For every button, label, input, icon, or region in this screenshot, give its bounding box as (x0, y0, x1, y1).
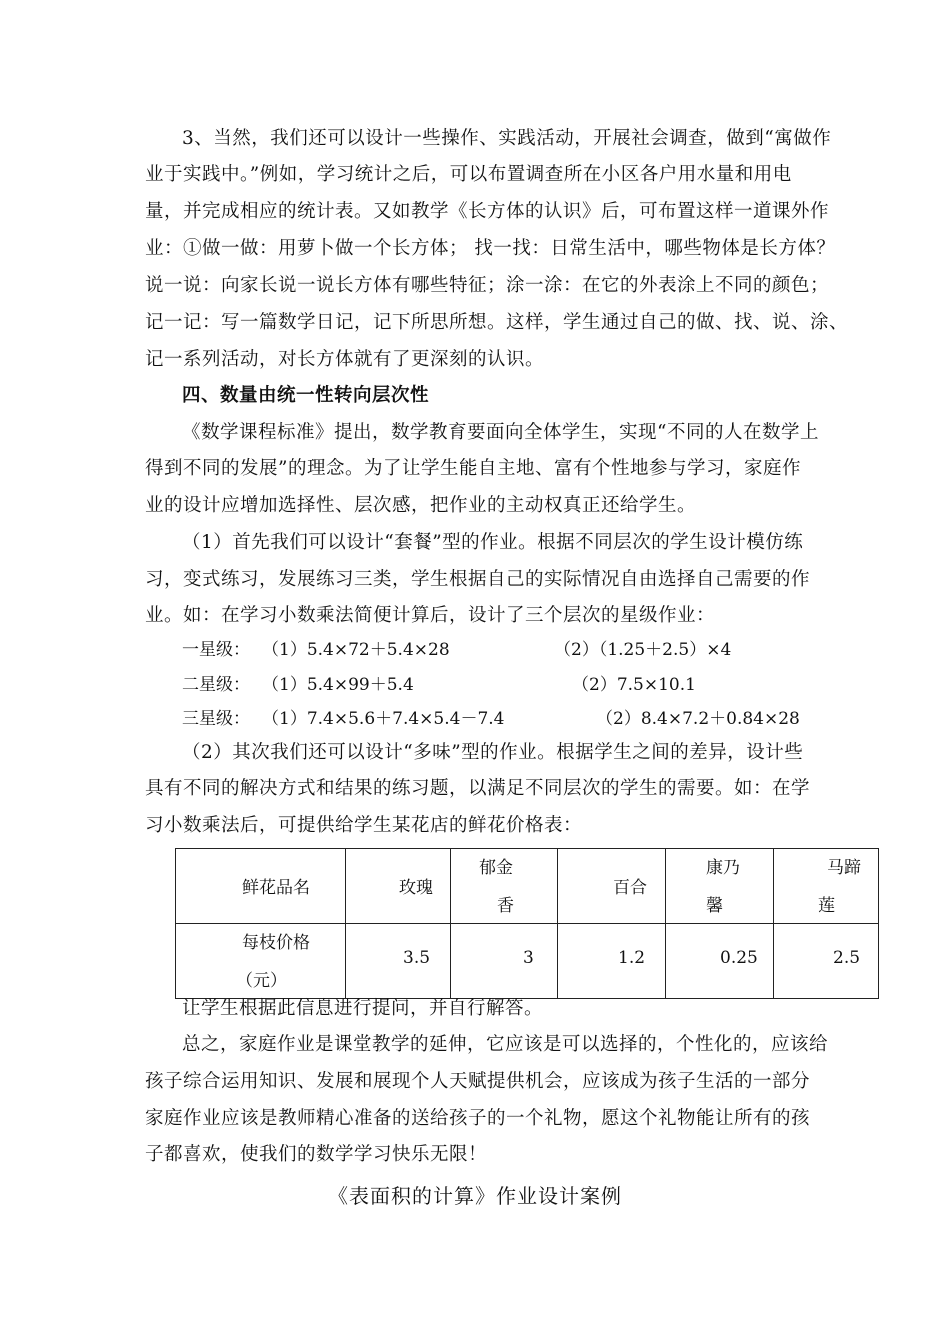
table-header-label: 百合 (613, 878, 647, 898)
table-header-cell (451, 849, 558, 924)
paragraph-line: 得到不同的发展”的理念。为了让学生能自主地、富有个性地参与学习，家庭作 (145, 458, 801, 479)
paragraph-line: 让学生根据此信息进行提问，并自行解答。 (182, 998, 544, 1019)
paragraph-line: 量，并完成相应的统计表。又如教学《长方体的认识》后，可布置这样一道课外作 (145, 201, 830, 222)
exercise-level: 二星级： (182, 675, 250, 695)
exercise-question: （1）5.4×99＋5.4 (262, 675, 414, 695)
section-heading: 四、数量由统一性转向层次性 (182, 385, 430, 406)
table-row (176, 924, 879, 999)
table-header-label: 玫瑰 (399, 878, 433, 898)
exercise-level: 三星级： (182, 709, 250, 729)
paragraph-line: 具有不同的解决方式和结果的练习题，以满足不同层次的学生的需要。如：在学 (145, 778, 811, 799)
exercise-level: 一星级： (182, 640, 250, 660)
exercise-question: （1）7.4×5.6＋7.4×5.4－7.4 (262, 709, 505, 729)
table-row-label: 每枝价格 (242, 933, 310, 953)
paragraph-line: 总之，家庭作业是课堂教学的延伸，它应该是可以选择的，个性化的，应该给 (182, 1034, 829, 1055)
paragraph-line: 业：①做一做：用萝卜做一个长方体； 找一找：日常生活中，哪些物体是长方体？ (145, 238, 836, 259)
paragraph-line: （2）其次我们还可以设计“多味”型的作业。根据学生之间的差异，设计些 (182, 742, 804, 763)
paragraph-line: 子都喜欢，使我们的数学学习快乐无限！ (145, 1144, 488, 1165)
paragraph-line: 《数学课程标准》提出，数学教育要面向全体学生，实现“不同的人在数学上 (182, 422, 819, 443)
paragraph-line: 家庭作业应该是教师精心准备的送给孩子的一个礼物，愿这个礼物能让所有的孩 (145, 1108, 811, 1129)
paragraph-line: 业。如：在学习小数乘法简便计算后，设计了三个层次的星级作业： (145, 605, 716, 626)
paragraph-line: （1）首先我们可以设计“套餐”型的作业。根据不同层次的学生设计模仿练 (182, 532, 804, 553)
table-header-cell (558, 849, 666, 924)
paragraph-line: 记一记：写一篇数学日记，记下所思所想。这样，学生通过自己的做、找、说、涂、 (145, 312, 849, 333)
table-header-label: 康乃 (706, 858, 740, 878)
exercise-question: （2）8.4×7.2＋0.84×28 (596, 709, 800, 729)
table-row-label: （元） (236, 971, 287, 991)
table-header-label: 鲜花品名 (242, 878, 310, 898)
table-row (176, 849, 879, 924)
table-value: 3.5 (403, 948, 431, 968)
table-value: 2.5 (833, 948, 861, 968)
table-value: 1.2 (618, 948, 646, 968)
exercise-question: （1）5.4×72＋5.4×28 (262, 640, 450, 660)
section-title: 《表面积的计算》作业设计案例 (328, 1184, 622, 1208)
table-header-label: 馨 (706, 896, 723, 916)
table-value: 0.25 (720, 948, 758, 968)
paragraph-line: 记一系列活动，对长方体就有了更深刻的认识。 (145, 349, 545, 370)
table-header-label: 莲 (818, 896, 835, 916)
paragraph-line: 业于实践中。”例如，学习统计之后，可以布置调查所在小区各户用水量和用电 (145, 164, 792, 185)
paragraph-line: 习小数乘法后，可提供给学生某花店的鲜花价格表： (145, 815, 583, 836)
table-cell (176, 924, 346, 999)
paragraph-line: 业的设计应增加选择性、层次感，把作业的主动权真正还给学生。 (145, 495, 697, 516)
table-cell (774, 924, 879, 999)
table-header-cell (346, 849, 451, 924)
table-cell (451, 924, 558, 999)
table-header-label: 郁金 (479, 858, 513, 878)
flower-price-table (175, 848, 879, 999)
table-header-label: 马蹄 (827, 858, 861, 878)
table-header-cell (774, 849, 879, 924)
table-header-cell (666, 849, 774, 924)
table-value: 3 (523, 948, 534, 968)
paragraph-line: 说一说：向家长说一说长方体有哪些特征；涂一涂：在它的外表涂上不同的颜色； (145, 275, 830, 296)
table-cell (558, 924, 666, 999)
table-cell (346, 924, 451, 999)
exercise-question: （2）7.5×10.1 (572, 675, 696, 695)
table-cell (666, 924, 774, 999)
paragraph-line: 孩子综合运用知识、发展和展现个人天赋提供机会，应该成为孩子生活的一部分 (145, 1071, 811, 1092)
paragraph-line: 习，变式练习，发展练习三类，学生根据自己的实际情况自由选择自己需要的作 (145, 569, 811, 590)
table-header-label: 香 (497, 896, 514, 916)
table-header-cell (176, 849, 346, 924)
paragraph-line: 3、当然，我们还可以设计一些操作、实践活动，开展社会调查，做到“寓做作 (182, 128, 832, 149)
exercise-question: （2）（1.25＋2.5）×4 (554, 640, 732, 660)
